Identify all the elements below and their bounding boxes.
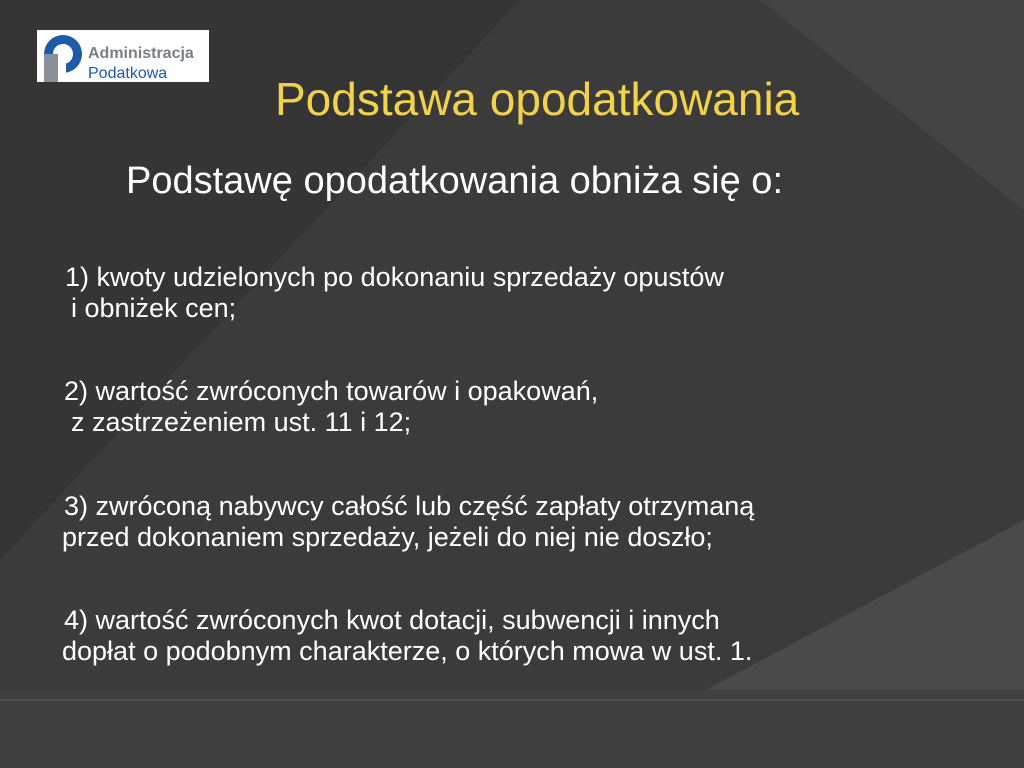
list-item-2 bbox=[64, 376, 598, 438]
list-item-2-line-2: z zastrzeżeniem ust. 11 i 12; bbox=[71, 407, 412, 437]
administracja-podatkowa-logo-icon bbox=[39, 30, 85, 82]
list-item-4 bbox=[62, 605, 752, 667]
list-item-1 bbox=[65, 262, 724, 324]
list-item-3 bbox=[62, 491, 754, 553]
logo-text-administracja: Administracja bbox=[88, 45, 194, 62]
slide-title: Podstawa opodatkowania bbox=[275, 73, 800, 125]
list-item-1-line-2: i obniżek cen; bbox=[71, 293, 237, 323]
logo bbox=[37, 30, 209, 82]
list-item-2-line-1: 2) wartość zwróconych towarów i opakowań, bbox=[64, 376, 599, 406]
slide-subtitle: Podstawę opodatkowania obniża się o: bbox=[126, 160, 784, 202]
list-item-3-line-1: 3) zwróconą nabywcy całość lub część zapłaty otrzymaną bbox=[64, 491, 755, 521]
list-item-4-line-2: dopłat o podobnym charakterze, o których mowa w ust. 1. bbox=[62, 636, 753, 666]
list-item-1-line-1: 1) kwoty udzielonych po dokonaniu sprzedaży opustów bbox=[65, 262, 724, 292]
logo-text-podatkowa: Podatkowa bbox=[88, 65, 168, 82]
list-item-4-line-1: 4) wartość zwróconych kwot dotacji, subwencji i innych bbox=[64, 605, 720, 635]
list-item-3-line-2: przed dokonaniem sprzedaży, jeżeli do niej nie doszło; bbox=[62, 522, 713, 552]
